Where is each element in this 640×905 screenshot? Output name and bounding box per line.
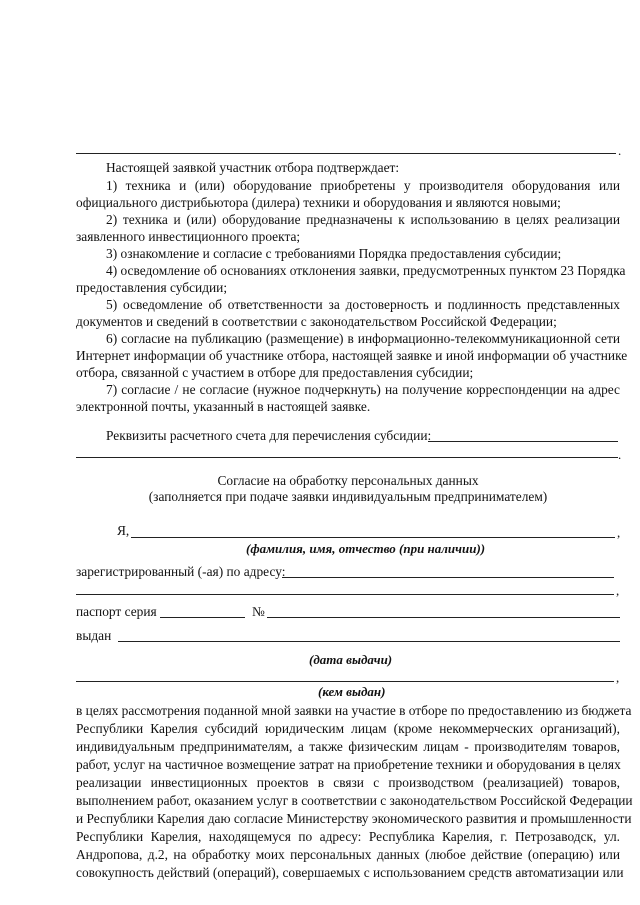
bank-requisites-label: Реквизиты расчетного счета для перечисления субсидии: xyxy=(106,428,432,443)
consent-body-line: в целях рассмотрения поданной мной заявки на участие в отборе по предоставлению из бюджета xyxy=(76,703,632,718)
consent-body-line: Андропова, д.2, на обработку моих персональных данных (любое действие (операцию) или xyxy=(76,847,620,862)
name-line-comma: , xyxy=(617,525,621,540)
registered-address-field[interactable] xyxy=(282,577,614,578)
issued-label: выдан xyxy=(76,628,112,643)
declaration-line: 7) согласие / не согласие (нужное подчеркнуть) на получение корреспонденции на адрес xyxy=(106,382,620,397)
declaration-intro: Настоящей заявкой участник отбора подтверждает: xyxy=(106,160,400,175)
passport-number-label: № xyxy=(252,604,265,619)
issuer-line-comma: , xyxy=(616,670,620,685)
passport-series-field[interactable] xyxy=(160,617,245,618)
top-fill-line xyxy=(76,153,616,154)
full-name-caption: (фамилия, имя, отчество (при наличии)) xyxy=(246,541,486,556)
consent-body-line: совокупность действий (операций), совершаемых с использованием средств автоматизации или xyxy=(76,865,624,880)
issue-date-caption: (дата выдачи) xyxy=(309,652,393,667)
declaration-line: Интернет информации об участнике отбора, настоящей заявке и иной информации об участнике xyxy=(76,348,628,363)
consent-body-line: реализации инвестиционных проектов в связи с производством (реализацией) товаров, xyxy=(76,775,620,790)
issuer-caption: (кем выдан) xyxy=(318,684,386,699)
registered-address-continuation-field[interactable] xyxy=(76,594,614,595)
declaration-line: 1) техника и (или) оборудование приобретены у производителя оборудования или xyxy=(106,178,620,193)
issuer-field[interactable] xyxy=(76,681,614,682)
declaration-line: документов и сведений в соответствии с законодательством Российской Федерации; xyxy=(76,314,557,329)
consent-body-line: Республики Карелия, находящемуся по адресу: Республика Карелия, г. Петрозаводск, ул. xyxy=(76,829,620,844)
consent-subtitle: (заполняется при подаче заявки индивидуальным предпринимателем) xyxy=(148,489,548,504)
i-label: Я, xyxy=(117,523,130,538)
consent-body-line: выполнением работ, оказанием услуг в соответствии с законодательством Российской Федерации xyxy=(76,793,633,808)
consent-body-line: индивидуальным предпринимателям, а также физическим лицам - производителям товаров, xyxy=(76,739,620,754)
bank-requisites-continuation-field[interactable] xyxy=(76,457,618,458)
registered-address-label: зарегистрированный (-ая) по адресу: xyxy=(76,564,286,579)
declaration-line: 5) осведомление об ответственности за достоверность и подлинность представленных xyxy=(106,297,620,312)
declaration-line: 6) согласие на публикацию (размещение) в информационно-телекоммуникационной сети xyxy=(106,331,620,346)
consent-body-line: и Республики Карелия даю согласие Министерству экономического развития и промышленности xyxy=(76,811,632,826)
consent-title: Согласие на обработку персональных данных xyxy=(217,473,479,488)
bank-requisites-field[interactable] xyxy=(428,441,618,442)
address-line-comma: , xyxy=(616,583,620,598)
passport-number-field[interactable] xyxy=(267,617,620,618)
declaration-line: 4) осведомление об основаниях отклонения заявки, предусмотренных пунктом 23 Порядка xyxy=(106,263,626,278)
full-name-field[interactable] xyxy=(131,537,615,538)
declaration-line: 2) техника и (или) оборудование предназначены к использованию в целях реализации xyxy=(106,212,620,227)
consent-body-line: Республики Карелия субсидий юридическим лицам (кроме некоммерческих организаций), xyxy=(76,721,620,736)
passport-series-label: паспорт серия xyxy=(76,604,157,619)
declaration-line: заявленного инвестиционного проекта; xyxy=(76,229,301,244)
declaration-line: электронной почты, указанный в настоящей заявке. xyxy=(76,399,371,414)
declaration-line: отбора, связанной с участием в отборе для предоставления субсидии; xyxy=(76,365,474,380)
consent-body-line: работ, услуг на частичное возмещение затрат на приобретение техники и оборудования в целях xyxy=(76,757,621,772)
declaration-line: официального дистрибьютора (дилера) техники и оборудования и являются новыми; xyxy=(76,195,561,210)
top-line-period: . xyxy=(618,143,622,158)
bank-line-period: . xyxy=(618,447,622,462)
issued-date-field[interactable] xyxy=(118,641,620,642)
declaration-line: 3) ознакомление и согласие с требованиями Порядка предоставления субсидии; xyxy=(106,246,562,261)
declaration-line: предоставления субсидии; xyxy=(76,280,228,295)
